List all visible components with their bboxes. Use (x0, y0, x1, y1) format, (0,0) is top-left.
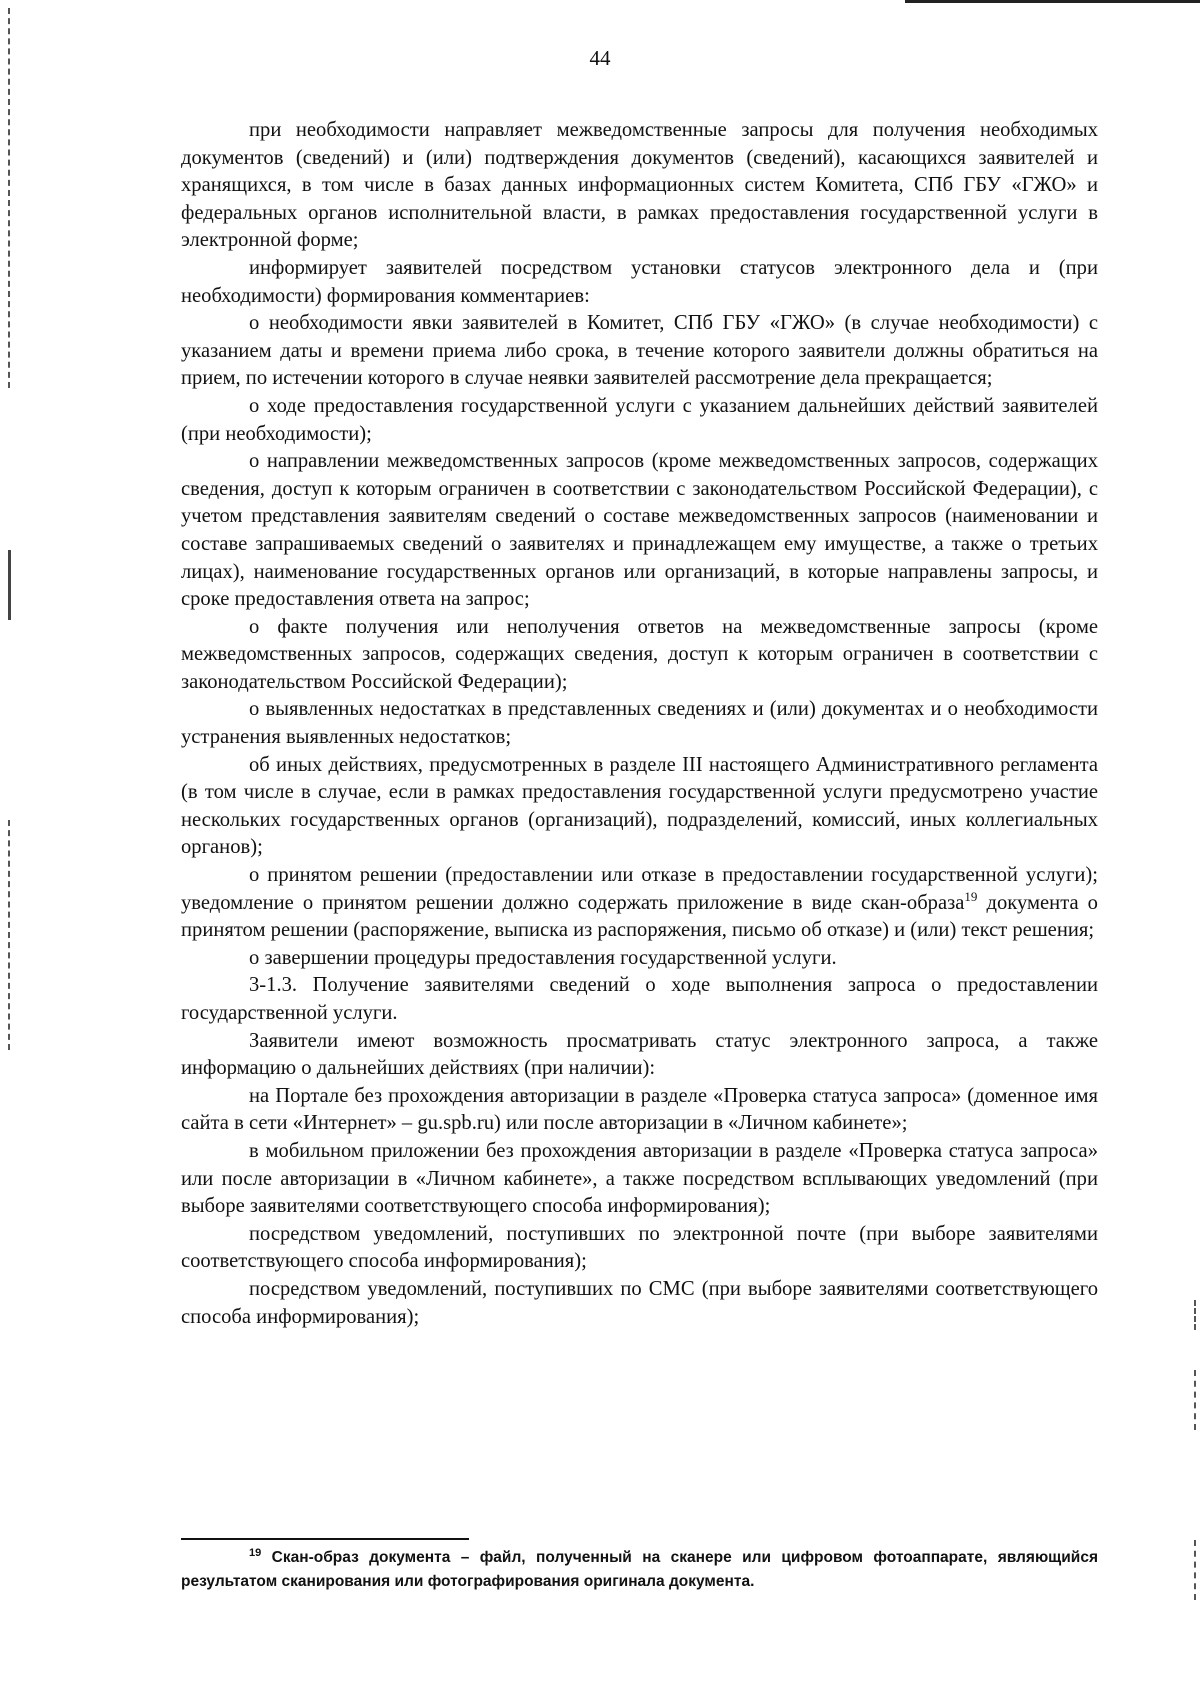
decision-text-continued: документа о принятом решении (распоряжение, выписка из распоряжения, письмо об отказе) и (или) текст решения; (181, 891, 1098, 942)
scan-margin-mark (8, 820, 10, 1050)
footnote (181, 1546, 1098, 1594)
paragraph: Заявители имеют возможность просматривать статус электронного запроса, а также информацию о дальнейших действиях (при наличии): (181, 1029, 1098, 1080)
section-heading-paragraph: 3-1.3. Получение заявителями сведений о ходе выполнения запроса о предоставлении государственной услуги. (181, 974, 1098, 1024)
paragraph: посредством уведомлений, поступивших по электронной почте (при выборе заявителями соответствующего способа информирования); (181, 1222, 1098, 1273)
footnote-text: Скан-образ документа – файл, полученный на сканере или цифровом фотоаппарате, являющийся результатом сканирования или фотографирования оригинала документа. (181, 1549, 1098, 1590)
paragraph: о факте получения или неполучения ответов на межведомственные запросы (кроме межведомственных запросов, содержащих сведения, доступ к которым ограничен в соответствии с законодательством Российской Федерации); (181, 615, 1098, 693)
decision-paragraph (181, 862, 1098, 945)
paragraph: об иных действиях, предусмотренных в разделе III настоящего Административного регламента (в том числе в случае, если в рамках предоставления государственной услуги предусмотрено участие нескольких государственных органов (организаций), подразделений, комиссий, иных коллегиальных органов); (181, 753, 1098, 859)
paragraph: на Портале без прохождения авторизации в разделе «Проверка статуса запроса» (доменное имя сайта в сети «Интернет» – gu.spb.ru) или после авторизации в «Личном кабинете»; (181, 1084, 1098, 1135)
page-number: 44 (589, 46, 611, 70)
scan-edge-line (905, 0, 1200, 3)
paragraph: посредством уведомлений, поступивших по СМС (при выборе заявителями соответствующего способа информирования); (181, 1277, 1098, 1328)
paragraph: в мобильном приложении без прохождения авторизации в разделе «Проверка статуса запроса» или после авторизации в «Личном кабинете», а также посредством всплывающих уведомлений (при выборе заявителями соответствующего способа информирования); (181, 1139, 1098, 1218)
scan-margin-mark (8, 550, 11, 620)
scan-margin-mark (1194, 1540, 1196, 1600)
paragraph: информирует заявителей посредством установки статусов электронного дела и (при необходимости) формирования комментариев: (181, 256, 1098, 307)
paragraph: о завершении процедуры предоставления государственной услуги. (249, 946, 837, 969)
decision-text: о принятом решении (предоставлении или отказе в предоставлении государственной услуги); уведомление о принятом решении должно содержать приложение в виде скан-образа (181, 864, 1098, 914)
paragraph: о выявленных недостатках в представленных сведениях и (или) документах и о необходимости устранения выявленных недостатков; (181, 698, 1098, 749)
footnote-marker: 19 (249, 1546, 262, 1559)
paragraph: о необходимости явки заявителей в Комитет, СПб ГБУ «ГЖО» (в случае необходимости) с указанием даты и времени приема либо срока, в течение которого заявители должны обратиться на прием, по истечении которого в случае неявки заявителей рассмотрение дела прекращается; (181, 312, 1098, 390)
scan-margin-mark (1194, 1300, 1196, 1330)
paragraph: о направлении межведомственных запросов (кроме межведомственных запросов, содержащих сведения, доступ к которым ограничен в соответствии с законодательством Российской Федерации), с учетом представления заявителям сведений о составе межведомственных запросов (наименовании и составе запрашиваемых сведений о заявителях и принадлежащем ему имуществе, а также о третьих лицах), наименование государственных органов или организаций, в которые направлены запросы, и сроке предоставления ответа на запрос; (181, 450, 1098, 611)
footnote-separator (181, 1538, 469, 1540)
paragraph: при необходимости направляет межведомственные запросы для получения необходимых документов (сведений) и (или) подтверждения документов (сведений), касающихся заявителей и хранящихся, в том числе в базах данных информационных систем Комитета, СПб ГБУ «ГЖО» и федеральных органов исполнительной власти, в рамках предоставления государственной услуги в электронной форме; (181, 119, 1098, 252)
footnote-reference: 19 (964, 888, 978, 904)
scan-margin-mark (1194, 1370, 1196, 1430)
document-body (181, 117, 1098, 1331)
paragraph: о ходе предоставления государственной услуги с указанием дальнейших действий заявителей (при необходимости); (181, 394, 1098, 445)
